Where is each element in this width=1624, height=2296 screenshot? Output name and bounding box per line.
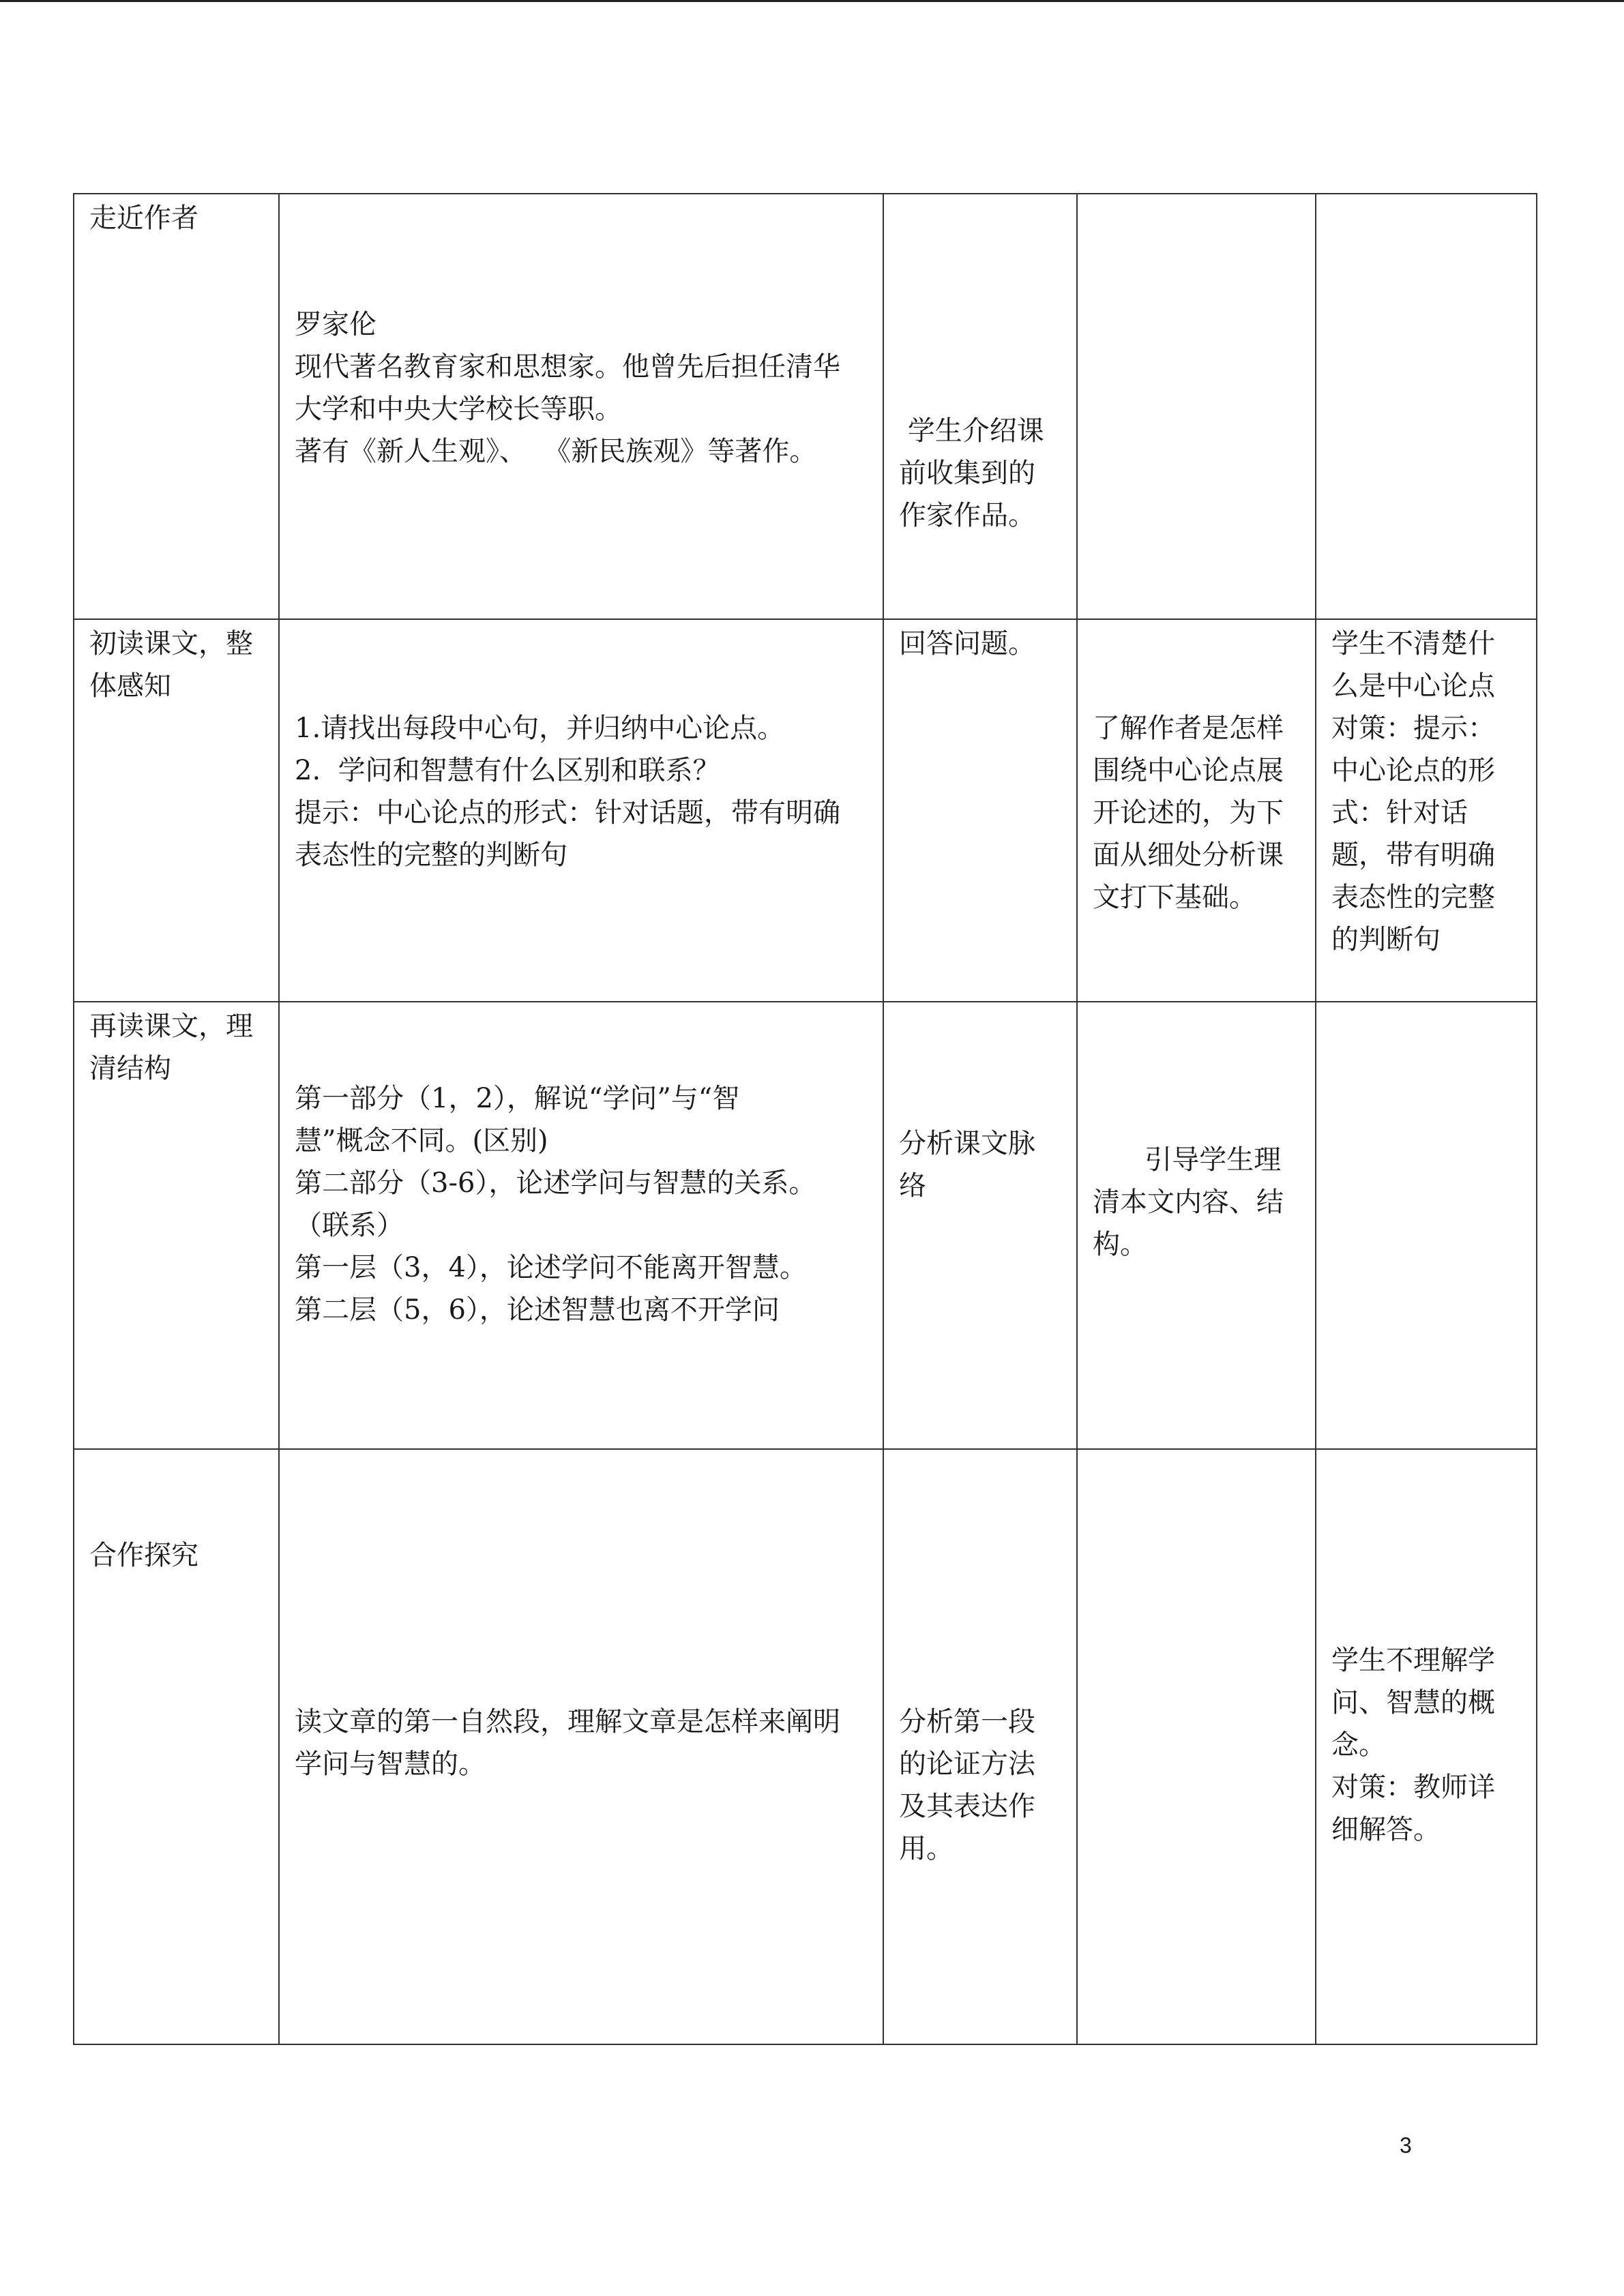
stage-cell: [74, 1449, 279, 2044]
student-line: 分析课文脉: [899, 1128, 1035, 1159]
page-number: 3: [1400, 2133, 1412, 2158]
student-line: 作家作品。: [899, 500, 1035, 531]
notes-line: 式：针对话: [1331, 797, 1468, 829]
content-line: 表态性的完整的判断句: [295, 839, 567, 871]
content-line: （联系）: [295, 1210, 404, 1241]
stage-text: 清结构: [89, 1053, 171, 1084]
content-line: 大学和中央大学校长等职。: [295, 393, 622, 425]
student-line: 用。: [899, 1833, 954, 1864]
notes-line: 学生不清楚什: [1331, 628, 1495, 659]
content-line: 慧”概念不同。(区别): [295, 1125, 548, 1157]
stage-text: 初读课文，整: [89, 628, 253, 659]
stage-text: 再读课文，理: [89, 1011, 253, 1042]
stage-cell: [74, 194, 279, 619]
table-row-cooperation: [74, 1449, 1537, 2044]
content-line: 罗家伦: [295, 309, 377, 340]
content-line: 著有《新人生观》、 《新民族观》等著作。: [295, 436, 817, 467]
content-cell: [279, 1449, 883, 2044]
notes-line: 细解答。: [1331, 1814, 1441, 1845]
design-intent-cell: [1077, 1449, 1316, 2044]
intent-line: 面从细处分析课: [1093, 839, 1284, 871]
content-cell: [279, 194, 883, 619]
content-line: 现代著名教育家和思想家。他曾先后担任清华: [295, 351, 840, 383]
content-line: 学问与智慧的。: [295, 1748, 486, 1780]
content-line: 1.请找出每段中心句，并归纳中心论点。: [295, 713, 785, 744]
notes-cell: [1316, 1449, 1537, 2044]
notes-line: 题，带有明确: [1331, 839, 1495, 871]
intent-line: 构。: [1093, 1229, 1147, 1260]
design-intent-cell: [1077, 619, 1316, 1002]
content-cell: [279, 1002, 883, 1449]
notes-line: 问、智慧的概: [1331, 1687, 1495, 1718]
content-line: 读文章的第一自然段，理解文章是怎样来阐明: [295, 1706, 840, 1738]
intent-line: 文打下基础。: [1093, 882, 1256, 913]
content-line: 第二层（5，6），论述智慧也离不开学问: [295, 1294, 780, 1326]
stage-text: 走近作者: [89, 203, 198, 234]
content-line: 2. 学问和智慧有什么区别和联系？: [295, 755, 720, 786]
content-line: 第一层（3，4），论述学问不能离开智慧。: [295, 1252, 807, 1283]
student-line: 分析第一段: [899, 1706, 1035, 1738]
intent-line: 清本文内容、结: [1093, 1187, 1284, 1218]
notes-line: 的判断句: [1331, 924, 1441, 955]
student-activity-cell: [883, 1449, 1077, 2044]
intent-line: 引导学生理: [1093, 1144, 1282, 1176]
design-intent-cell: [1077, 194, 1316, 619]
content-line: 第一部分（1，2），解说“学问”与“智: [295, 1083, 740, 1114]
notes-line: 对策：提示：: [1331, 713, 1495, 744]
student-activity-cell: [883, 1002, 1077, 1449]
notes-cell: [1316, 194, 1537, 619]
notes-line: 念。: [1331, 1729, 1386, 1761]
notes-line: 表态性的完整: [1331, 882, 1495, 913]
notes-line: 对策：教师详: [1331, 1772, 1495, 1803]
student-line: 的论证方法: [899, 1748, 1035, 1780]
stage-text: 合作探究: [89, 1540, 198, 1571]
student-line: 络: [899, 1170, 926, 1202]
content-line: 第二部分（3-6），论述学问与智慧的关系。: [295, 1167, 816, 1199]
intent-line: 了解作者是怎样: [1093, 713, 1284, 744]
student-line: 回答问题。: [899, 628, 1035, 659]
content-line: 提示：中心论点的形式：针对话题，带有明确: [295, 797, 840, 829]
stage-text: 体感知: [89, 670, 171, 702]
notes-line: 学生不理解学: [1331, 1645, 1495, 1676]
content-cell: [279, 619, 883, 1002]
notes-line: 中心论点的形: [1331, 755, 1495, 786]
student-activity-cell: [883, 194, 1077, 619]
table-row-structure: [74, 1002, 1537, 1449]
stage-cell: [74, 1002, 279, 1449]
notes-cell: [1316, 1002, 1537, 1449]
table-row-author: [74, 194, 1537, 619]
design-intent-cell: [1077, 1002, 1316, 1449]
lesson-plan-table: [73, 193, 1537, 2045]
table-row-first-reading: [74, 619, 1537, 1002]
intent-line: 开论述的，为下: [1093, 797, 1284, 829]
intent-line: 围绕中心论点展: [1093, 755, 1284, 786]
notes-cell: [1316, 619, 1537, 1002]
student-line: 及其表达作: [899, 1791, 1035, 1822]
student-line: 学生介绍课: [899, 415, 1044, 447]
stage-cell: [74, 619, 279, 1002]
student-line: 前收集到的: [899, 458, 1035, 489]
page-top-rule: [0, 0, 1624, 2]
notes-line: 么是中心论点: [1331, 670, 1495, 702]
student-activity-cell: [883, 619, 1077, 1002]
